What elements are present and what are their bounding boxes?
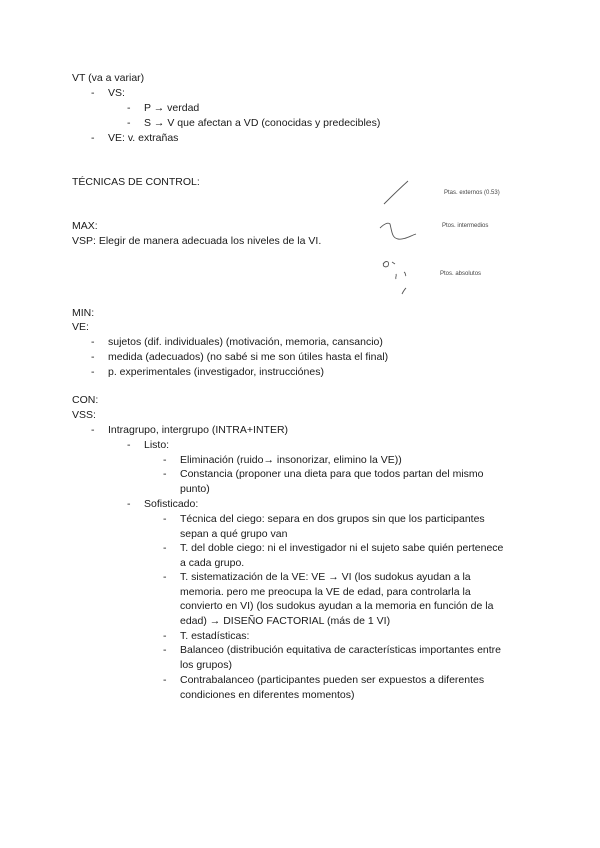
vs-item: S → V que afectan a VD (conocidas y predecibles) (144, 117, 381, 129)
bullet-dash: - (163, 571, 167, 583)
vs-label: VS: (108, 87, 125, 99)
sofisticado-item: T. sistematización de la VE: VE → VI (los sudokus ayudan a la (180, 571, 471, 583)
sofisticado-item-cont: sepan a qué grupo van (180, 528, 288, 540)
bullet-dash: - (163, 468, 167, 480)
bullet-dash: - (163, 644, 167, 656)
bullet-dash: - (127, 117, 131, 129)
vs-item: P → verdad (144, 102, 200, 114)
sofisticado-item-cont: condiciones en diferentes momentos) (180, 689, 355, 701)
listo-item: Eliminación (ruido→ insonorizar, elimino la VE)) (180, 454, 402, 466)
sofisticado-item-cont: a cada grupo. (180, 557, 245, 569)
tecnicas-heading: TÉCNICAS DE CONTROL: (72, 176, 200, 188)
ve-line: VE: v. extrañas (108, 132, 179, 144)
bullet-dash: - (91, 336, 95, 348)
sofisticado-item-cont: los grupos) (180, 659, 232, 671)
sofisticado-item: Balanceo (distribución equitativa de características importantes entre (180, 644, 501, 656)
bullet-dash: - (91, 132, 95, 144)
sketch-external-points (382, 178, 412, 208)
sofisticado-item: T. del doble ciego: ni el investigador ni el sujeto sabe quién pertenece (180, 542, 504, 554)
min-label: MIN: (72, 307, 95, 319)
sketch-absolute-points (378, 256, 418, 300)
listo-item-cont: punto) (180, 483, 210, 495)
bullet-dash: - (163, 674, 167, 686)
sofisticado-label: Sofisticado: (144, 498, 199, 510)
listo-label: Listo: (144, 439, 170, 451)
label-external-points: Ptas. externos (0.53) (444, 190, 500, 196)
label-absolute-points: Ptos. absolutos (440, 271, 482, 277)
bullet-dash: - (91, 366, 95, 378)
ve-label: VE: (72, 321, 89, 333)
bullet-dash: - (127, 102, 131, 114)
bullet-dash: - (91, 424, 95, 436)
min-item: sujetos (dif. individuales) (motivación, memoria, cansancio) (108, 336, 383, 348)
sketch-intermediate-points (378, 218, 418, 244)
bullet-dash: - (127, 439, 131, 451)
vsp-line: VSP: Elegir de manera adecuada los niveles de la VI. (72, 235, 322, 247)
min-item: p. experimentales (investigador, instrucciónes) (108, 366, 324, 378)
intragrupo-line: Intragrupo, intergrupo (INTRA+INTER) (108, 424, 289, 436)
min-item: medida (adecuados) (no sabé si me son útiles hasta el final) (108, 351, 389, 363)
sofisticado-item: T. estadísticas: (180, 630, 250, 642)
bullet-dash: - (91, 351, 95, 363)
max-label: MAX: (72, 220, 98, 232)
sofisticado-item-cont: convierto en VI) (los sudokus ayudan a la memoria en función de la (180, 600, 494, 612)
sofisticado-item: Técnica del ciego: separa en dos grupos sin que los participantes (180, 513, 485, 525)
sofisticado-item-cont: edad) → DISEÑO FACTORIAL (más de 1 VI) (180, 615, 391, 627)
bullet-dash: - (163, 630, 167, 642)
bullet-dash: - (163, 513, 167, 525)
sofisticado-item: Contrabalanceo (participantes pueden ser expuestos a diferentes (180, 674, 485, 686)
bullet-dash: - (163, 454, 167, 466)
bullet-dash: - (91, 87, 95, 99)
bullet-dash: - (163, 542, 167, 554)
bullet-dash: - (127, 498, 131, 510)
listo-item: Constancia (proponer una dieta para que todos partan del mismo (180, 468, 484, 480)
con-label: CON: (72, 394, 99, 406)
vt-heading: VT (va a variar) (72, 72, 145, 84)
vss-label: VSS: (72, 409, 96, 421)
label-intermediate-points: Ptos. intermedios (442, 223, 489, 229)
sofisticado-item-cont: memoria. pero me preocupa la VE de edad, para controlarla la (180, 586, 471, 598)
